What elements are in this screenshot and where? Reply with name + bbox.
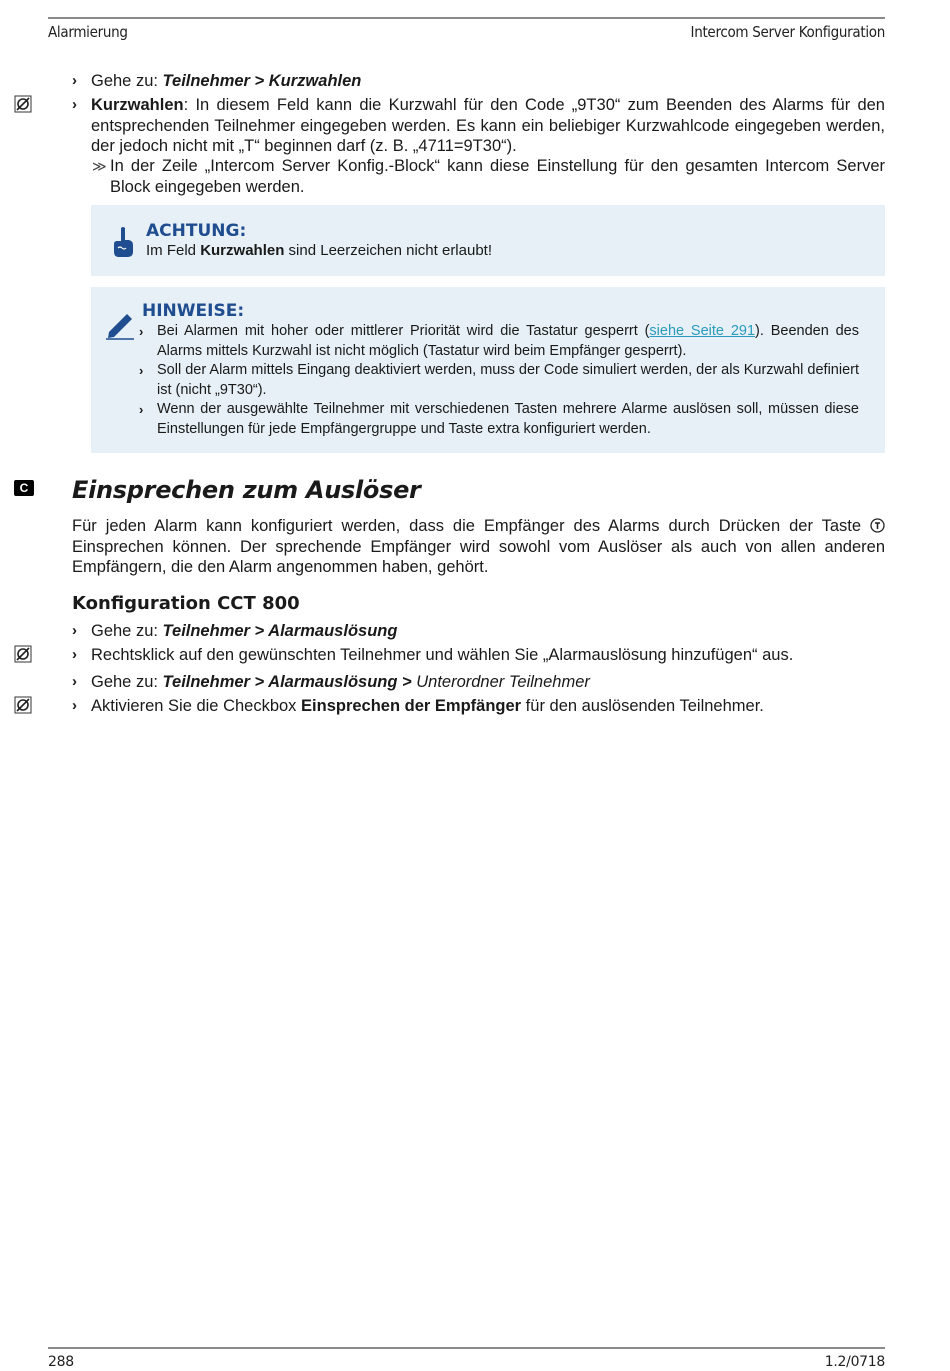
header-chapter: Alarmierung [48,23,128,41]
note-item: › Soll der Alarm mittels Eingang deaktiviert werden, muss der Code simuliert werden, der als Kurzwahl definiert ist (nicht „9T30“). [139,362,859,398]
chevron-right-icon: › [72,622,77,639]
chevron-right-icon: › [72,96,77,113]
page-link[interactable]: siehe Seite 291 [649,323,756,339]
notes-title: HINWEISE: [142,301,245,321]
footer-rule [48,1347,885,1349]
chevron-right-icon: › [139,324,144,339]
caution-box [91,205,885,276]
pencil-icon [105,308,135,340]
pointing-hand-icon [111,226,135,258]
step-prefix: Gehe zu: [91,72,163,90]
chevron-right-icon: › [72,646,77,663]
menu-path: Teilnehmer > Alarmauslösung [162,622,398,640]
page-number: 288 [48,1354,74,1370]
section-paragraph: Für jeden Alarm kann konfiguriert werden, dass die Empfänger des Alarms durch Drücken der Taste Einsprechen können. Der sprechende Empfänger wird sowohl vom Auslöser als auch von allen anderen Empfängern, die den Alarm angenommen haben, gehört. [72,517,885,576]
chevron-right-icon: › [72,697,77,714]
step-nav-kurzwahlen [72,71,885,92]
checkbox-name: Einsprechen der Empfänger [301,697,522,715]
step-activate-checkbox: › Aktivieren Sie die Checkbox Einsprechen der Empfänger für den auslösenden Teilnehmer. [72,697,764,715]
talk-key-icon [870,518,885,533]
field-name: Kurzwahlen [91,96,184,114]
note-item: › Bei Alarmen mit hoher oder mittlerer Priorität wird die Tastatur gesperrt (siehe Seite 291). Beenden des Alarms mittels Kurzwahl ist nicht möglich (Tastatur wird beim Empfänger gesperrt). [139,323,859,359]
notes-box [91,287,885,453]
subsection-title: Konfiguration CCT 800 [72,593,300,614]
menu-subfolder: Unterordner Teilnehmer [416,673,590,691]
document-version: 1.2/0718 [824,1354,885,1370]
kurzwahlen-description [72,95,885,157]
caution-text: Im Feld Kurzwahlen sind Leerzeichen nicht erlaubt! [146,242,493,259]
chevron-right-icon: › [72,72,77,89]
step-nav-alarmausloesung: › Gehe zu: Teilnehmer > Alarmauslösung [72,622,398,640]
section-title: Einsprechen zum Auslöser [72,476,421,504]
kurzwahlen-subnote [92,156,885,197]
caution-title: ACHTUNG: [146,221,247,241]
chevron-outline-icon: ≫ [92,158,107,174]
step-nav-subfolder: › Gehe zu: Teilnehmer > Alarmauslösung > Unterordner Teilnehmer [72,673,590,691]
menu-path: Teilnehmer > Alarmauslösung > [162,673,417,691]
field-description: : In diesem Feld kann die Kurzwahl für den Code „9T30“ zum Beenden des Alarms für den entsprechenden Teilnehmer eingegeben werden. Es kann ein beliebiger Kurzwahlcode eingegeben werden, der jedoch nicht mit „T“ beginnen darf (z. B. „4711=9T30“). [91,96,885,155]
chevron-right-icon: › [139,363,144,378]
chevron-right-icon: › [72,673,77,690]
step-right-click: › Rechtsklick auf den gewünschten Teilnehmer und wählen Sie „Alarmauslösung hinzufügen“ aus. [72,646,794,664]
section-badge: C [14,480,34,496]
menu-path: Teilnehmer > Kurzwahlen [162,72,362,90]
setting-icon [14,95,32,113]
subnote-text: In der Zeile „Intercom Server Konfig.-Block“ kann diese Einstellung für den gesamten Intercom Server Block eingegeben werden. [110,157,885,196]
setting-icon [14,645,32,663]
note-item: › Wenn der ausgewählte Teilnehmer mit verschiedenen Tasten mehrere Alarme auslösen soll, müssen diese Einstellungen für jede Empfängergruppe und Taste extra konfiguriert werden. [139,401,859,437]
header-rule [48,17,885,19]
header-section: Intercom Server Konfiguration [690,23,885,41]
chevron-right-icon: › [139,402,144,417]
setting-icon [14,696,32,714]
